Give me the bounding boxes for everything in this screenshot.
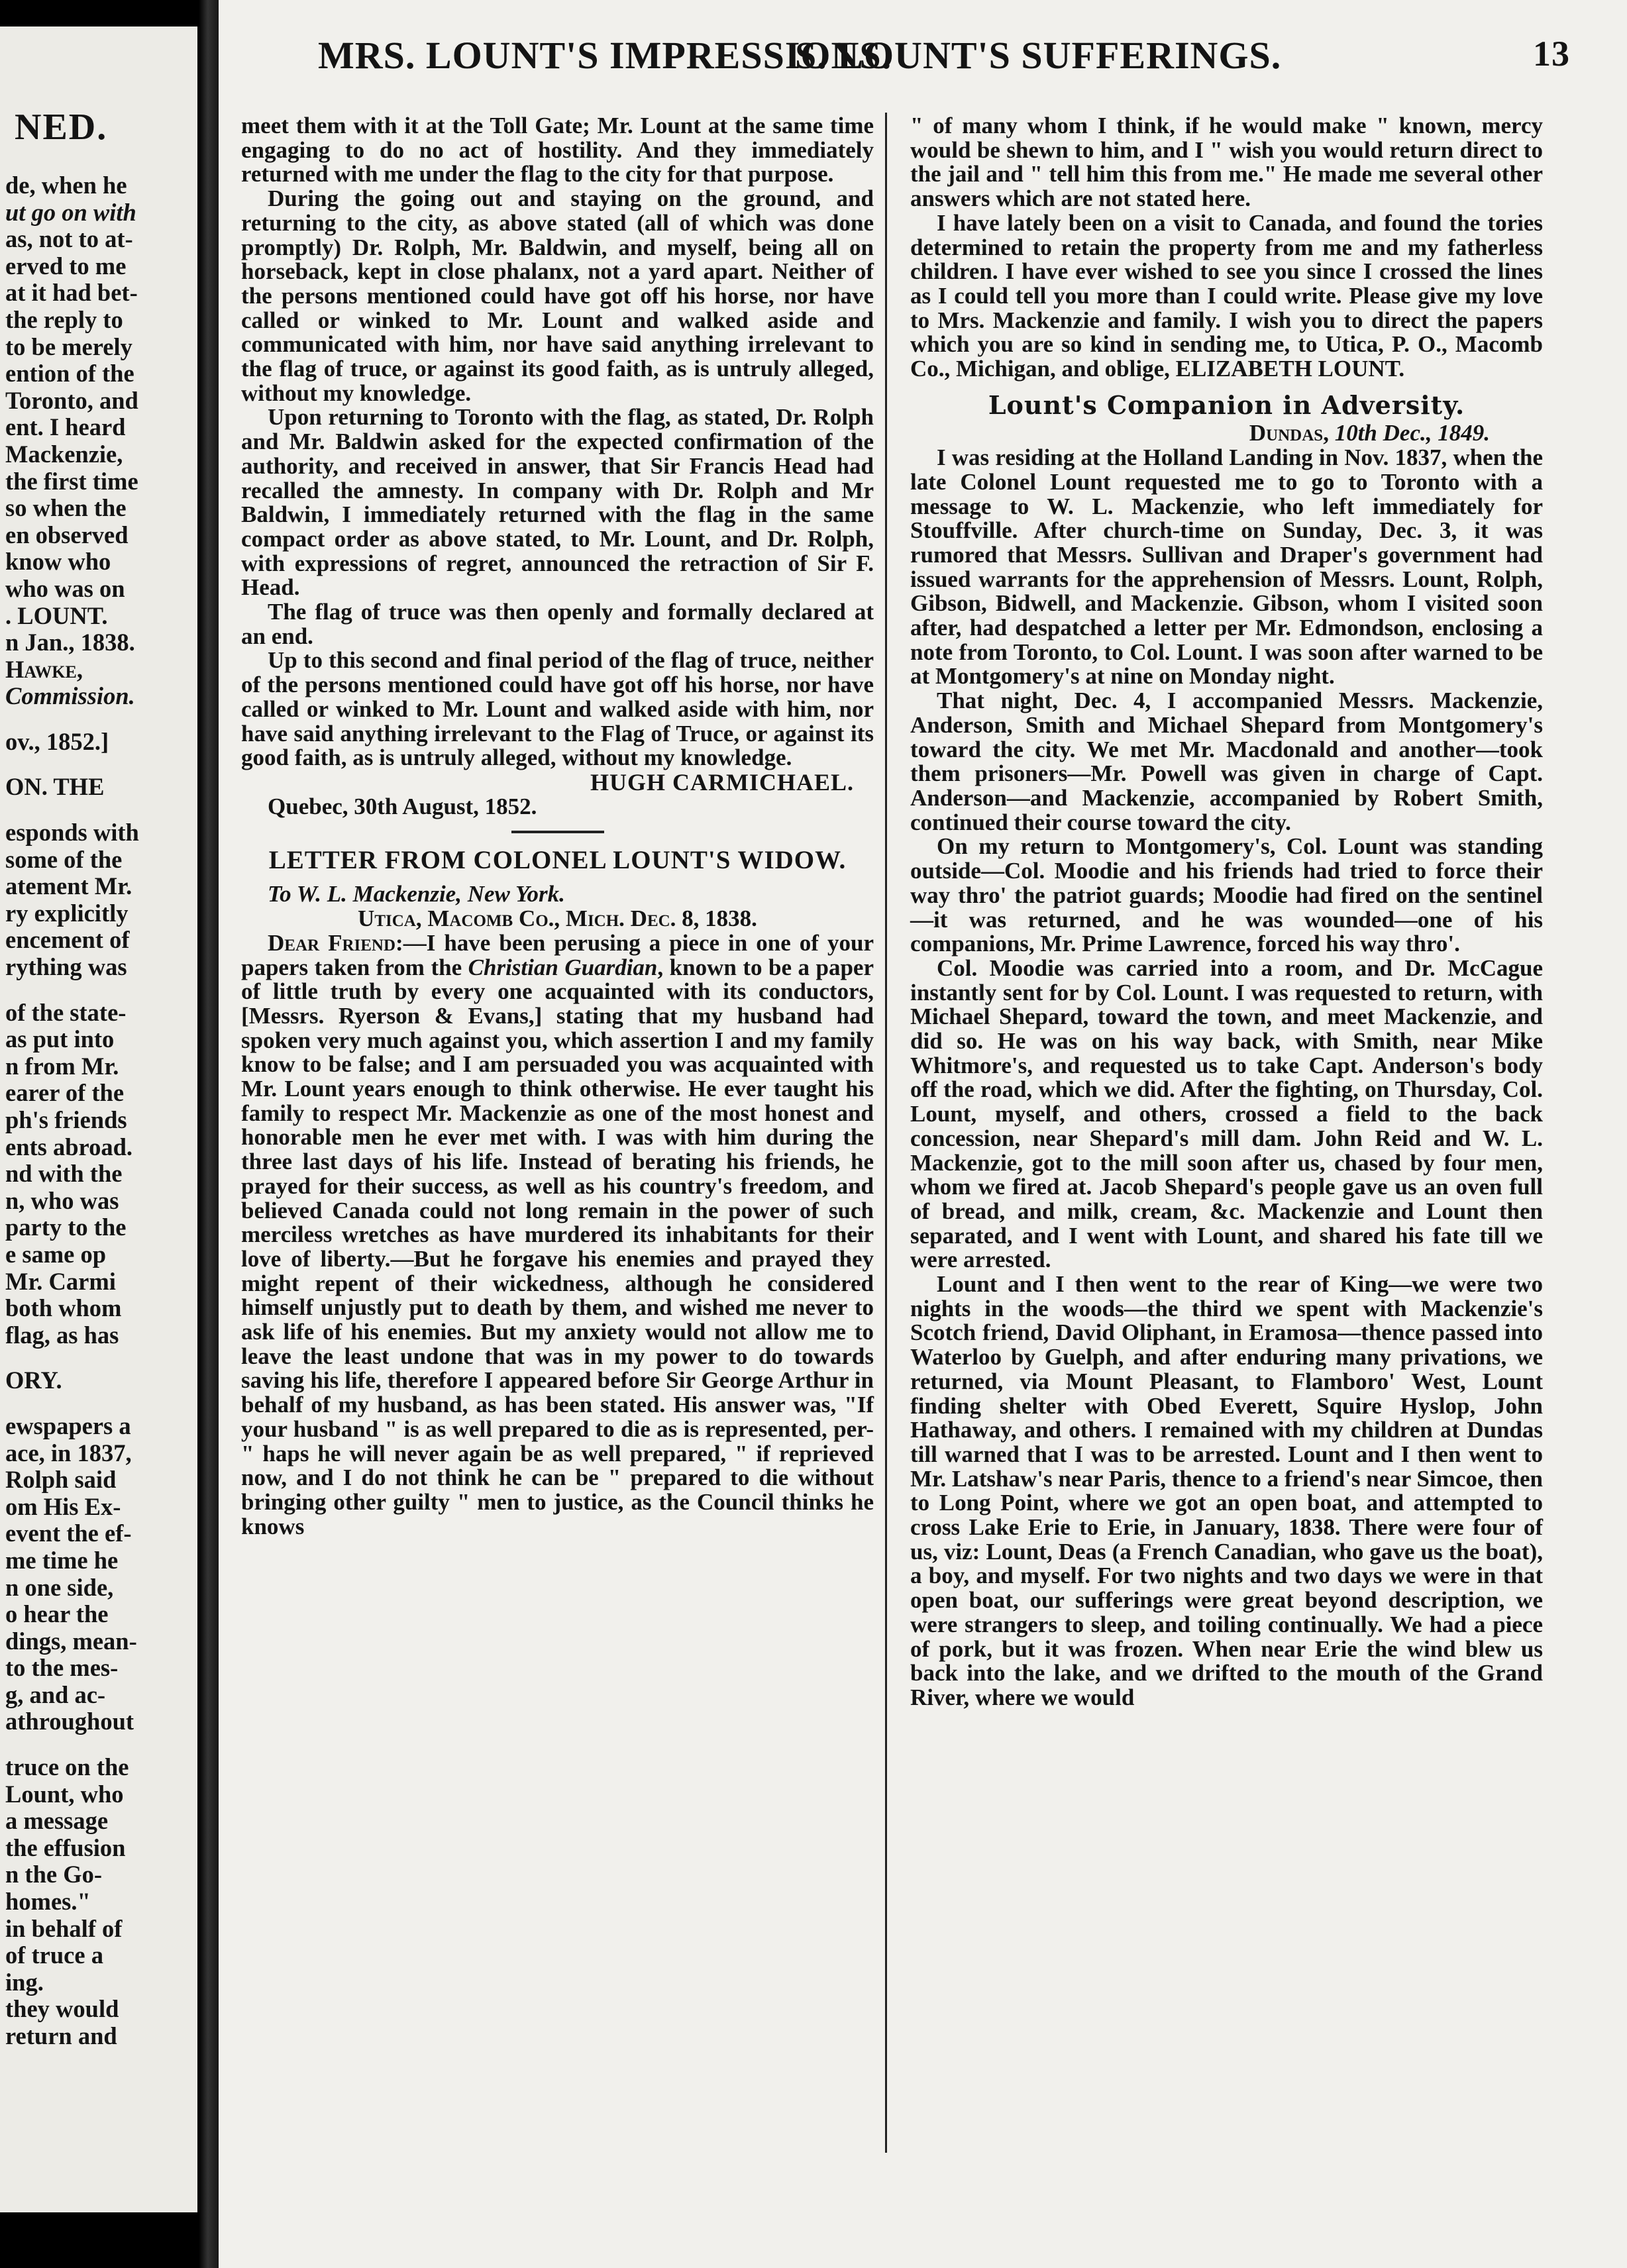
previous-page-line: earer of the [5,1079,125,1107]
previous-page-line: Toronto, and [5,386,138,414]
paragraph: Upon returning to Toronto with the flag, as stated, Dr. Rolph and Mr. Baldwin asked for the expected confirmation of the authority, and received in answer, that Sir Francis Head had recalled the amnesty. In company with Dr. Rolph and Mr Baldwin, I immediately returned with the flag in the same compact order as above stated, to Mr. Lount, and Dr. Rolph, with expressions of regret, announced the retraction of Sir F. Head. [241,404,874,601]
previous-page-line: so when the [5,494,127,522]
previous-page-line: they would [5,1995,119,2023]
previous-page-line: ORY. [5,1366,62,1394]
previous-page-line: know who [5,548,111,576]
previous-page-line: event the ef- [5,1520,132,1547]
previous-page-line: me time he [5,1546,119,1574]
previous-page-line: esponds with [5,819,139,847]
previous-page-line: ph's friends [5,1106,127,1133]
signature-carmichael: HUGH CARMICHAEL. [590,768,854,796]
previous-page-line: dings, mean- [5,1627,137,1655]
previous-page-line: en observed [5,521,129,548]
previous-page-line: encement of [5,926,130,954]
letter-dateline: Utica, Macomb Co., Mich. Dec. 8, 1838. [358,905,757,932]
paragraph: On my return to Montgomery's, Col. Lount was standing outside—Col. Moodie and his friends had tried to force their way thro' the patriot guards; Moodie had fired on the sentinel—it was returned, and he was wounded—one of his companions, Mr. Prime Lawrence, forced his way thro'. [910,833,1543,957]
left-column [241,114,874,1539]
running-header [318,33,1570,93]
section-title: Lount's Companion in Adversity. [988,389,1465,420]
previous-page-fragment [0,26,197,2212]
previous-page-line: who was on [5,574,125,602]
previous-page-line: of truce a [5,1941,103,1969]
salutation: Dear Friend: [268,929,403,956]
previous-page-line: Mr. Carmi [5,1267,116,1295]
previous-page-line: Rolph said [5,1466,117,1494]
previous-page-line: the effusion [5,1833,126,1861]
previous-page-line: party to the [5,1213,127,1241]
previous-page-line: o hear the [5,1600,109,1628]
page-binding-shadow [199,0,221,2268]
paragraph: The flag of truce was then openly and formally declared at an end. [241,599,874,649]
previous-page-line: as, not to at- [5,225,133,253]
previous-page-line: Commission. [5,682,135,710]
previous-page-heading: NED. [15,107,108,148]
right-column [910,114,1543,1710]
letter-body [241,931,874,1539]
previous-page-line: Mackenzie, [5,440,123,468]
paragraph: During the going out and staying on the ground, and returning to the city, as above stated (all of which was done promptly) Dr. Rolph, Mr. Baldwin, and myself, being all on horseback, kept in close phalanx, not a yard apart. Neither of the persons mentioned could have got off his horse, nor have called or winked to Mr. Lount and walked aside and communicated with him, nor have said anything irrelevant to the flag of truce, or against its good faith, as is untruly alleged, without my knowledge. [241,185,874,406]
letter-address: To W. L. Mackenzie, New York. [268,881,565,907]
previous-page-text [5,172,197,2050]
paragraph: I was residing at the Holland Landing in Nov. 1837, when the late Colonel Lount requested me to go to Toronto with a message to W. L. Mackenzie, who left immediately for Stouffville. After church-time on Sunday, Dec. 3, it was rumored that Messrs. Sullivan and Draper's government had issued warrants for the apprehension of Messrs. Lount, Rolph, Gibson, Bidwell, and Mackenzie. Gibson, whom I visited soon after, had despatched a letter per Mr. Edmondson, enclosing a note from Toronto, to Col. Lount. I was soon after warned to be at Montgomery's at nine on Monday night. [910,444,1543,690]
previous-page-line: g, and ac- [5,1680,106,1708]
previous-page-line: at it had bet- [5,279,138,307]
letter-text-b: , known to be a paper of little truth by every one acquainted with its conductors, [Messrs. Ryerson & Evans,] stating that my husband had spoken very much against you, which assertion I and my family know to be false; and I am persuaded you was acquainted with Mr. Lount years enough to think otherwise. He ever taught his family to respect Mr. Mackenzie as one of the most honest and honorable men he ever met with. I was with him during the three last days of his life. Instead of berating his friends, he prayed for their success, as well as his country's freedom, and believed Canada could not long remain in the power of such merciless wretches as have murdered its inhabitants for their love of liberty.—But he forgave his enemies and prayed they might repent of their wickedness, although he considered himself unjustly put to death by them, and wished me never to ask life of his enemies. But my anxiety would not allow me to leave the least undone that was in my power to do towards saving his life, therefore I appeared before Sir George Arthur in behalf of my husband, as has been stated. His answer was, "If your husband " is as well prepared to die as is represented, per- " haps he will never again be as well prepared, " if reprieved now, and I do not think he can be " prepared to die without bringing other guilty " men to justice, as the Council thinks he knows [241,954,874,1539]
section-divider [511,831,604,833]
previous-page-line: in behalf of [5,1914,123,1942]
previous-page-line: . LOUNT. [5,601,108,629]
paragraph: Lount and I then went to the rear of King—we were two nights in the woods—the third we spent with Mackenzie's Scotch friend, David Oliphant, in Eramosa—thence passed into Waterloo by Guelph, and after enduring many privations, we returned, via Mount Pleasant, to Flamboro' West, Lount finding shelter with Obed Everett, Squire Hyslop, John Hathaway, and others. I remained with my children at Dundas till warned that I was to be arrested. Lount and I then went to Mr. Latshaw's near Paris, thence to a friend's near Simcoe, then to Long Point, where we got an open boat, and attempted to cross Lake Erie to Erie, in January, 1838. There were four of us, viz: Lount, Deas (a French Canadian, who gave us the boat), a boy, and myself. For two nights and two days we were in that open boat, our sufferings were great beyond description, we were strangers to sleep, and toiling continually. We had a piece of pork, but it was frozen. When near Erie the wind blew us back into the lake, and we drifted to the mouth of the Grand River, where we would [910,1271,1543,1710]
previous-page-line: n from Mr. [5,1052,119,1080]
header-title-left: MRS. LOUNT'S IMPRESSIONS. [318,34,892,77]
previous-page-line: ention of the [5,360,134,387]
previous-page-line: to be merely [5,333,132,360]
previous-page-line: Hawke, [5,655,83,683]
previous-page-line: ry explicitly [5,899,129,927]
previous-page-line: n one side, [5,1573,114,1601]
previous-page-line: ewspapers a [5,1412,131,1439]
previous-page-line: Lount, who [5,1780,124,1808]
previous-page-line: e same op [5,1240,107,1268]
newspaper-name: Christian Guardian [468,954,658,980]
letter-text-a: —I have been perusing a piece in one of your papers taken from the [241,929,874,980]
place-date: Quebec, 30th August, 1852. [268,793,537,819]
previous-page-line: n Jan., 1838. [5,629,135,656]
previous-page-line: ON. THE [5,773,105,801]
previous-page-line: ov., 1852.] [5,727,109,755]
previous-page-line: return and [5,2022,117,2049]
previous-page-line: ut go on with [5,198,136,226]
previous-page-line: ing. [5,1968,44,1996]
previous-page-line: ace, in 1837, [5,1439,132,1467]
previous-page-line: atement Mr. [5,872,132,900]
dateline-place: Dundas, [1249,420,1329,446]
letter-title: LETTER FROM COLONEL LOUNT'S WIDOW. [268,846,847,875]
page-number: 13 [1533,34,1570,74]
previous-page-line: truce on the [5,1753,129,1781]
previous-page-line: some of the [5,845,123,873]
paragraph: Col. Moodie was carried into a room, and Dr. McCague instantly sent for by Col. Lount. I was requested to return, with Michael Shepard, toward the town, and meet Mackenzie, and did so. He was on his way back, with Smith, near Mike Whitmore's, and requested us to take Capt. Anderson's body off the road, which we did. After the fighting, on Thursday, Col. Lount, myself, and others, crossed a field to the back concession, near Shepard's mill dam. John Reid and W. L. Mackenzie, got to the mill soon after us, chased by four men, whom we fired at. Jacob Shepard's people gave us an oven full of bread, and milk, cream, &c. Mackenzie and Lount then separated, and I went with Lount, and shared his fate till we were arrested. [910,954,1543,1273]
paragraph: That night, Dec. 4, I accompanied Messrs. Mackenzie, Anderson, Smith and Michael Shepard from Montgomery's toward the city. We met Mr. Macdonald and another—took them prisoners—Mr. Powell was given in charge of Capt. Anderson—and Mackenzie, accompanied by Robert Smith, continued their course toward the city. [910,688,1543,835]
previous-page-line: n the Go- [5,1861,102,1888]
previous-page-line: ent. I heard [5,413,126,441]
previous-page-line: the reply to [5,305,123,333]
paragraph-text: I have lately been on a visit to Canada, and found the tories determined to retain the property from me and my fatherless children. I have ever wished to see you since I crossed the lines as I could tell you more than I could write. Please give my love to Mrs. Mackenzie and family. I wish you to direct the papers which you are so kind in sending me, to Utica, P. O., Macomb Co., Michigan, and oblige, [910,209,1543,382]
previous-page-line: nd with the [5,1160,123,1188]
previous-page-line: athroughout [5,1708,134,1735]
paragraph: " of many whom I think, if he would make " known, mercy would be shewn to him, and I " wish you would return direct to the jail and " tell him this from me." He made me several other answers which are not stated here. [910,113,1543,212]
paragraph: meet them with it at the Toll Gate; Mr. Lount at the same time engaging to do no act of hostility. And they immediately returned with me under the flag to the city for that purpose. [241,113,874,187]
previous-page-line: homes." [5,1888,91,1916]
previous-page-line: as put into [5,1025,115,1053]
previous-page-line: of the state- [5,998,127,1026]
paragraph: Up to this second and final period of the flag of truce, neither of the persons mentioned could have got off his horse, nor have called or winked to Mr. Lount and walked aside with him, nor have said anything irrelevant to the Flag of Truce, or against its good faith, as is untruly alleged, without my knowledge. [241,647,874,771]
previous-page-line: the first time [5,467,138,495]
previous-page-line: ents abroad. [5,1133,132,1160]
previous-page-line: a message [5,1807,109,1835]
previous-page-line: both whom [5,1294,122,1322]
previous-page-line: om His Ex- [5,1492,121,1520]
signature-lount: ELIZABETH LOUNT. [1175,356,1405,382]
section-dateline [910,421,1543,446]
previous-page-line: n, who was [5,1186,119,1214]
column-rule [885,113,887,2153]
header-title-right: S. LOUNT'S SUFFERINGS. [795,34,1282,77]
dateline-date: 10th Dec., 1849. [1334,420,1490,446]
previous-page-line: rything was [5,953,127,981]
book-page [219,0,1627,2268]
previous-page-line: de, when he [5,172,127,199]
paragraph [910,211,1543,382]
previous-page-line: flag, as has [5,1321,119,1349]
previous-page-line: erved to me [5,252,127,280]
previous-page-line: to the mes- [5,1654,119,1682]
